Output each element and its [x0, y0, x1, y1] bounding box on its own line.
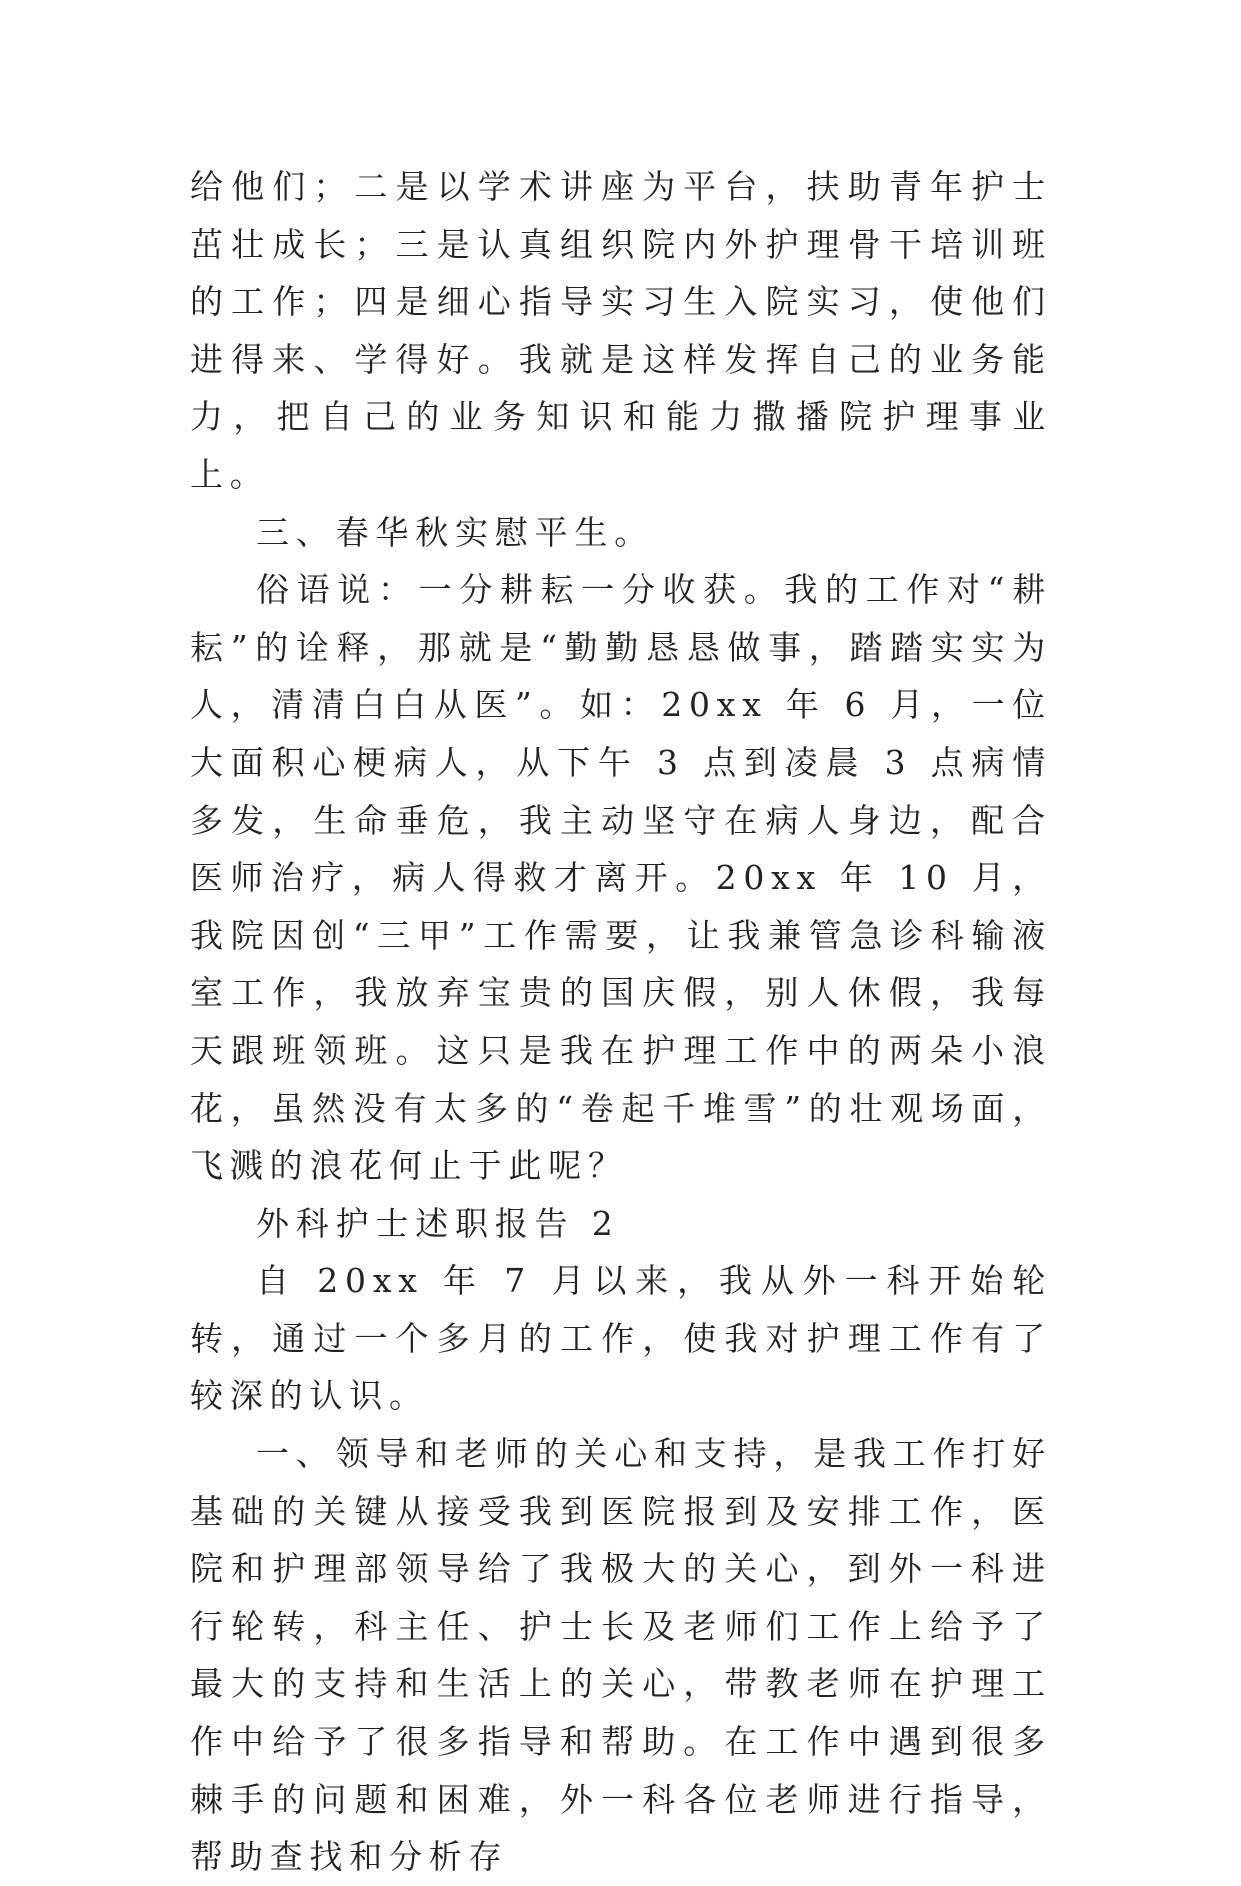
section-heading-three: 三、春华秋实慰平生。 — [256, 512, 654, 552]
report-title-2: 外科护士述职报告 2 — [256, 1203, 620, 1243]
paragraph-proverb: 俗语说：一分耕耘一分收获。我的工作对“耕耘”的诠释，那就是“勤勤恳恳做事，踏踏实实为人，清清白白从医”。如：20xx 年 6 月，一位大面积心梗病人，从下午 3 点到凌晨 3 点病情多发，生命垂危，我主动坚守在病人身边，配合医师治疗，病人得救才离开。20xx 年 10 月，我院因创“三甲”工作需要，让我兼管急诊科输液室工作，我放弃宝贵的国庆假，别人休假，我每天跟班领班。这只是我在护理工作中的两朵小浪花，虽然没有太多的“卷起千堆雪”的壮观场面，飞溅的浪花何止于此呢？ — [190, 570, 1052, 1186]
paragraph-continuation: 给他们；二是以学术讲座为平台，扶助青年护士茁壮成长；三是认真组织院内外护理骨干培训班的工作；四是细心指导实习生入院实习，使他们进得来、学得好。我就是这样发挥自己的业务能力，把自己的业务知识和能力撒播院护理事业上。 — [190, 167, 1052, 494]
paragraph-section-one: 一、领导和老师的关心和支持，是我工作打好基础的关键从接受我到医院报到及安排工作，医院和护理部领导给了我极大的关心，到外一科进行轮转，科主任、护士长及老师们工作上给予了最大的支持和生活上的关心，带教老师在护理工作中给予了很多指导和帮助。在工作中遇到很多棘手的问题和困难，外一科各位老师进行指导，帮助查找和分析存 — [190, 1434, 1052, 1877]
paragraph-intro: 自 20xx 年 7 月以来，我从外一科开始轮转，通过一个多月的工作，使我对护理工作有了较深的认识。 — [190, 1261, 1052, 1416]
document-body — [190, 158, 1052, 1886]
